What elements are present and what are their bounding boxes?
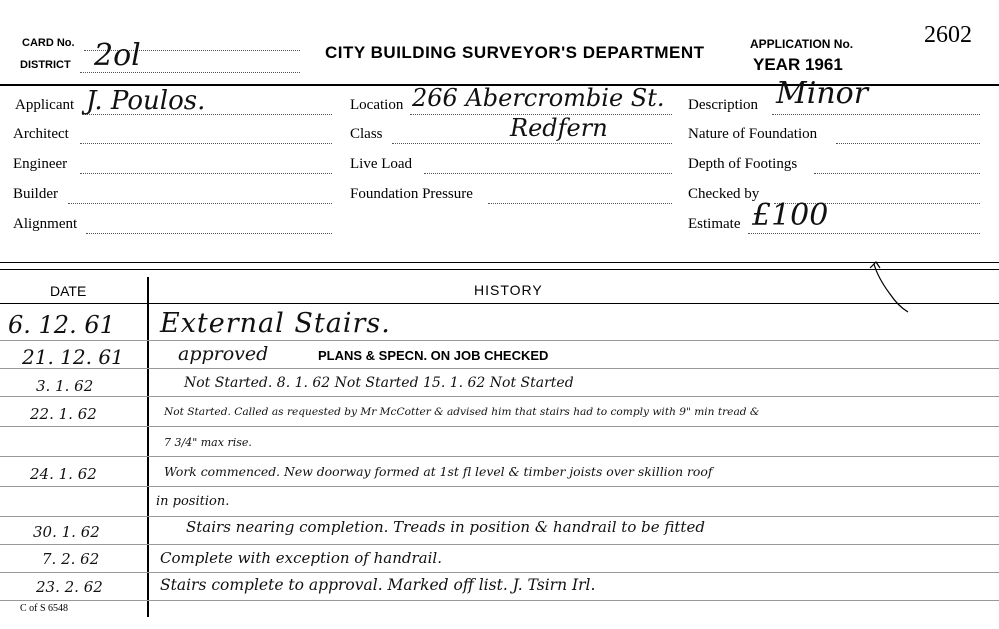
district-label: DISTRICT	[20, 59, 71, 71]
entry-stamp: PLANS & SPECN. ON JOB CHECKED	[318, 348, 549, 363]
class-line	[392, 143, 672, 144]
entry-text: Stairs nearing completion. Treads in position & handrail to be fitted	[186, 518, 705, 536]
history-rule	[0, 516, 999, 517]
estimate-label: Estimate	[688, 216, 741, 232]
fields-divider-bottom	[0, 269, 999, 270]
estimate-line	[748, 233, 980, 234]
engineer-line	[80, 173, 332, 174]
year-label: YEAR 1961	[753, 55, 843, 74]
entry-text-continued: in position.	[156, 494, 230, 509]
nature-of-foundation-label: Nature of Foundation	[688, 126, 818, 142]
entry-date: 21. 12. 61	[22, 345, 124, 369]
builder-line	[68, 203, 332, 204]
entry-text: approved	[178, 343, 269, 365]
entry-text: Work commenced. New doorway formed at 1st fl level & timber joists over skillion roof	[164, 464, 713, 479]
foundation-pressure-label: Foundation Pressure	[350, 186, 473, 202]
entry-text: Not Started. Called as requested by Mr McCotter & advised him that stairs had to comply with 9" min tread &	[164, 406, 760, 418]
date-header: DATE	[50, 283, 87, 299]
entry-date: 6. 12. 61	[8, 311, 115, 339]
foundation-pressure-line	[488, 203, 672, 204]
depth-of-footings-line	[814, 173, 980, 174]
applicant-label: Applicant	[15, 97, 75, 113]
district-value: 2ol	[94, 38, 141, 73]
application-no-value: 2602	[924, 22, 972, 48]
department-title: CITY BUILDING SURVEYOR'S DEPARTMENT	[325, 43, 705, 62]
checked-by-label: Checked by	[688, 186, 760, 202]
estimate-value: £100	[752, 198, 829, 233]
architect-label: Architect	[13, 126, 69, 142]
entry-date: 24. 1. 62	[30, 465, 97, 483]
history-header-divider	[0, 303, 999, 304]
entry-text: External Stairs.	[160, 308, 391, 339]
entry-date: 22. 1. 62	[30, 405, 97, 423]
history-rule	[0, 572, 999, 573]
history-rule	[0, 368, 999, 369]
history-rule	[0, 396, 999, 397]
alignment-label: Alignment	[13, 216, 78, 232]
form-code: C of S 6548	[20, 603, 69, 614]
history-rule	[0, 600, 999, 601]
entry-date: 3. 1. 62	[36, 377, 94, 395]
class-label: Class	[350, 126, 383, 142]
entry-date: 7. 2. 62	[42, 550, 100, 568]
entry-text-continued: 7 3/4" max rise.	[164, 436, 252, 449]
live-load-label: Live Load	[350, 156, 413, 172]
ink-mark-icon	[868, 258, 918, 318]
description-value: Minor	[776, 76, 869, 111]
nature-of-foundation-line	[836, 143, 980, 144]
applicant-value: J. Poulos.	[86, 86, 206, 116]
card-no-label: CARD No.	[22, 37, 75, 49]
history-header: HISTORY	[474, 282, 543, 298]
entry-text: Not Started. 8. 1. 62 Not Started 15. 1. 62 Not Started	[184, 375, 574, 391]
history-rule	[0, 544, 999, 545]
description-line	[772, 114, 980, 115]
builder-label: Builder	[13, 186, 58, 202]
history-rule	[0, 340, 999, 341]
engineer-label: Engineer	[13, 156, 68, 172]
location-value: 266 Abercrombie St.	[412, 84, 665, 112]
date-column-divider	[147, 277, 149, 617]
live-load-line	[424, 173, 672, 174]
alignment-line	[86, 233, 332, 234]
history-rule	[0, 426, 999, 427]
depth-of-footings-label: Depth of Footings	[688, 156, 798, 172]
history-rule	[0, 486, 999, 487]
entry-date: 23. 2. 62	[36, 578, 103, 596]
entry-text: Stairs complete to approval. Marked off list. J. Tsirn Irl.	[160, 576, 596, 594]
entry-text: Complete with exception of handrail.	[160, 549, 442, 567]
architect-line	[80, 143, 332, 144]
location-label: Location	[350, 97, 404, 113]
description-label: Description	[688, 97, 758, 113]
application-no-label: APPLICATION No.	[750, 37, 854, 51]
class-value: Redfern	[510, 114, 608, 142]
fields-divider-top	[0, 262, 999, 263]
entry-date: 30. 1. 62	[33, 523, 100, 541]
history-rule	[0, 456, 999, 457]
